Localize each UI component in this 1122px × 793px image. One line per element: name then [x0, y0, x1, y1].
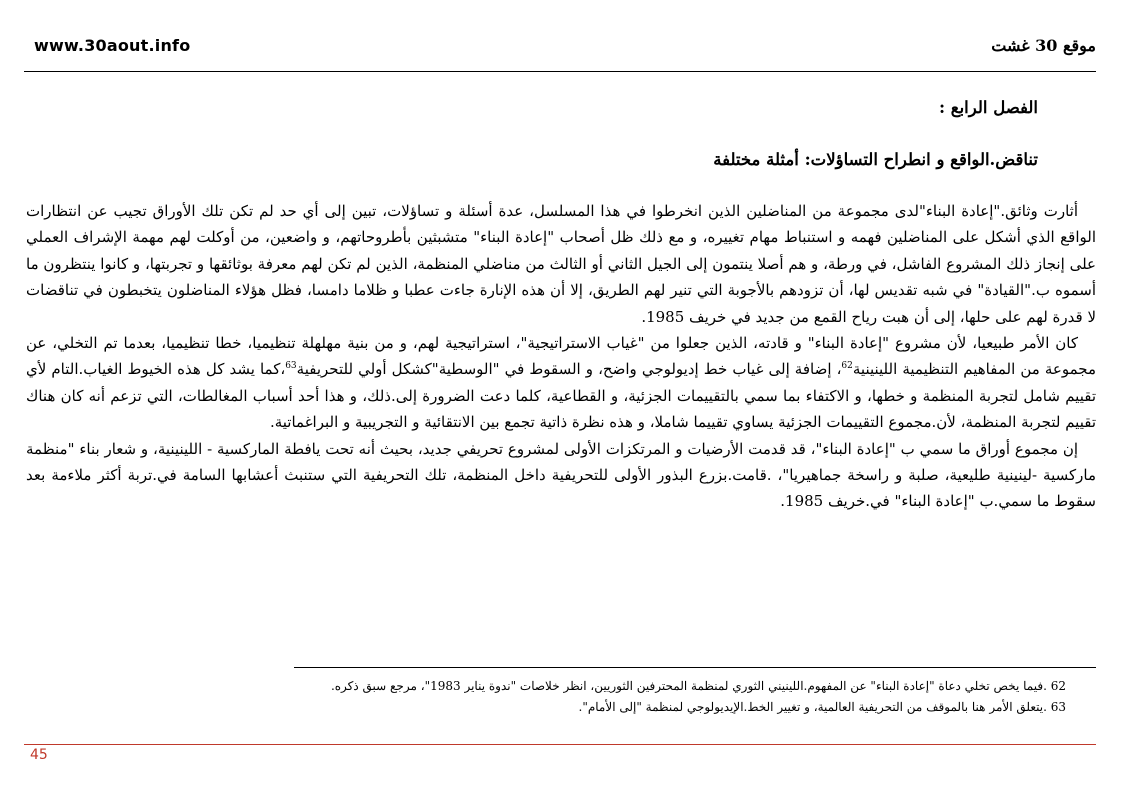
- chapter-title: الفصل الرابع :: [938, 98, 1038, 117]
- footnote-ref-62[interactable]: 62: [841, 361, 853, 372]
- section-title: تناقض.الواقع و انطراح التساؤلات: أمثلة مختلفة: [713, 150, 1038, 169]
- paragraph-2-part-b: ، إضافة إلى غياب خط إديولوجي واضح، و السقوط في "الوسطية"كشكل أولي للتحريفية: [296, 360, 842, 379]
- paragraph-2: [26, 330, 1096, 436]
- paragraph-1: أثارت وثائق."إعادة البناء"لدى مجموعة من المناضلين الذين انخرطوا في هذا المسلسل، عدة أسئلة و تساؤلات، تبين إلى أي حد لم تكن تلك الأوراق تجيب عن انتظارات الواقع الذي أشكل على المناضلين فهمه و استنباط مهام تغييره، و مع ذلك ظل أصحاب "إعادة البناء" متشبثين بأطروحاتهم، و واضعين، من أوكلت لهم مهمة الإشراف العملي على إنجاز ذلك المشروع الفاشل، في ورطة، و هم أصلا ينتمون إلى الجيل الثاني أو الثالث من مناضلي المنظمة، الذين لم تكن لهم معرفة بوثائقها و تجربتها، و كانوا ينتظرون ما أسموه ب."القيادة" في شبه تقديس لها، أن تزودهم بالأجوبة التي تنير لهم الطريق، إلا أن هذه الإنارة جاءت عطبا و ظلاما دامسا، فظل هؤلاء المناضلون يتخبطون في تناقضات لا قدرة لهم على حلها، إلى أن هبت رياح القمع من جديد في خريف 1985.: [26, 202, 1096, 326]
- footnote-62: 62 .فيما يخص تخلي دعاة "إعادة البناء" عن المفهوم.اللينيني الثوري لمنظمة المحترفين الثوريين، انظر خلاصات "ندوة يناير 1983"، مرجع سبق ذكره.: [330, 679, 1066, 693]
- footnote-63: 63 .يتعلق الأمر هنا بالموقف من التحريفية العالمية، و تغيير الخط.الإيديولوجي لمنظمة "إلى الأمام".: [578, 700, 1066, 714]
- paragraph-2-part-c: ،كما يشد كل هذه الخيوط الغياب.التام لأي تقييم شامل لتجربة المنظمة و خطها، و الاكتفاء بما سمي بالتقييمات الجزئية، و القطاعية، كلما دعت الضرورة إلى.ذلك، و هذا أحد أسباب المغالطات، التي تزعم أنه كان هناك تقييم لتجربة المنظمة، لأن.مجموع التقييمات الجزئية يساوي تقييما شاملا، و هذه نظرة ذاتية تجمع بين الانتقائية و التجريبية و البراغماتية.: [26, 360, 1096, 432]
- body-text: [26, 198, 1096, 515]
- footnote-ref-63[interactable]: 63: [285, 361, 297, 372]
- site-url[interactable]: www.30aout.info: [34, 36, 191, 55]
- site-name: موقع 30 غشت: [991, 36, 1096, 55]
- footnotes: [26, 676, 1096, 718]
- page-number: 45: [30, 747, 48, 763]
- paragraph-3: إن مجموع أوراق ما سمي ب "إعادة البناء"، قد قدمت الأرضيات و المرتكزات الأولى لمشروع تحريفي جديد، بحيث أنه تحت يافطة الماركسية - اللينينية، و شعار بناء "منظمة ماركسية -لينينية طليعية، صلبة و راسخة جماهيريا"، .قامت.بزرع البذور الأولى للتحريفية داخل المنظمة، تلك التحريفية التي ستنبث أعشابها السامة في.تربة أكثر ملاءمة بعد سقوط ما سمي.ب "إعادة البناء" في.خريف 1985.: [26, 439, 1096, 511]
- main-content: [26, 92, 1096, 515]
- header-divider: [24, 71, 1096, 72]
- footnote-divider: [294, 667, 1096, 668]
- footer-divider: [24, 744, 1096, 745]
- paragraph-2-part-a: كان الأمر طبيعيا، لأن مشروع "إعادة البناء" و قادته، الذين جعلوا من "غياب الاستراتيجية"، استراتيجية لهم، و من بنية مهلهلة تنظيميا، خطا تنظيميا، بعدما تم التخلي، عن مجموعة من المفاهيم التنظيمية اللينينية: [26, 334, 1096, 379]
